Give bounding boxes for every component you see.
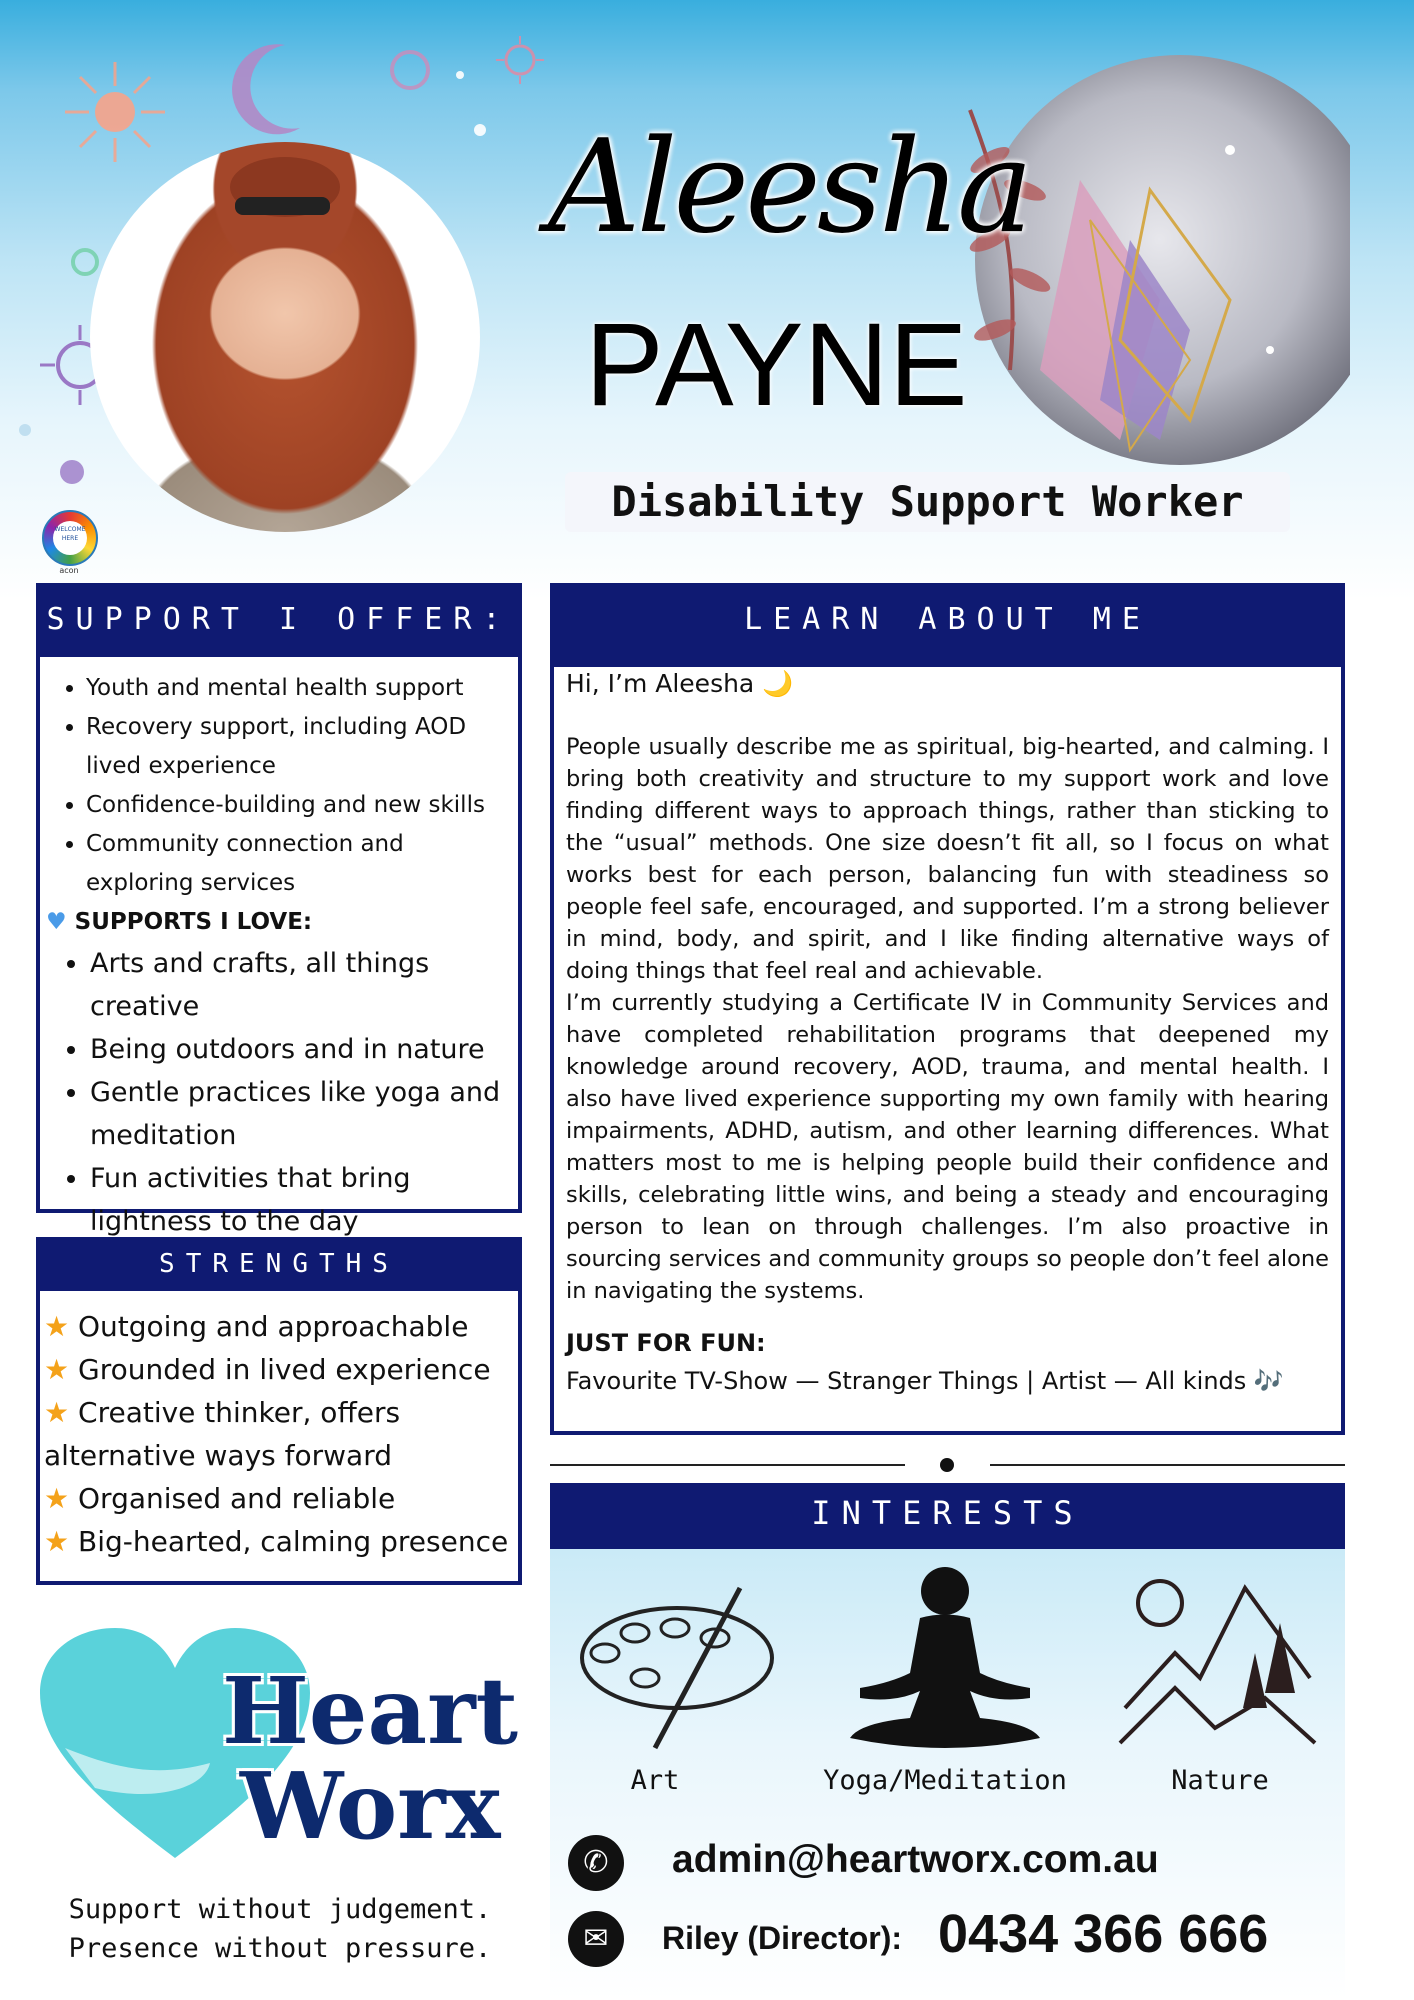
- star-icon: ★: [44, 1396, 70, 1429]
- sun-face-icon: [392, 36, 544, 88]
- strength-item: [44, 1477, 518, 1520]
- phone-icon: ✆: [568, 1835, 624, 1891]
- palette-icon: [565, 1578, 785, 1758]
- support-offer-list: [40, 669, 518, 903]
- strength-text: Outgoing and approachable: [78, 1310, 469, 1343]
- interests-heading: INTERESTS: [550, 1483, 1345, 1549]
- list-item: • Gentle practices like yoga and meditation: [90, 1071, 518, 1157]
- tagline-line-1: Support without judgement.: [68, 1894, 492, 1925]
- mountains-icon: [1115, 1568, 1320, 1758]
- contact-email[interactable]: admin@heartworx.com.au: [672, 1838, 1159, 1881]
- divider-line: [990, 1464, 1345, 1466]
- strength-text: Creative thinker, offers alternative ways forward: [44, 1396, 401, 1472]
- strengths-card: [36, 1237, 522, 1585]
- contact-phone-label: Riley (Director):: [662, 1920, 903, 1956]
- about-card: [550, 583, 1345, 1435]
- last-name: PAYNE: [585, 299, 968, 431]
- about-paragraph-1: People usually describe me as spiritual, big-hearted, and calming. I bring both creativity and structure to my support work and love finding different ways to approach things, rather than sticking to the “usual” methods. One size doesn’t fit all, so I focus on what works best for each person, balancing fun with steadiness so people feel safe, encouraged, and supported. I’m a strong believer in mind, body, and spirit, and I like finding alternative ways of doing things that feel real and achievable.: [566, 734, 1329, 984]
- strength-item: [44, 1348, 518, 1391]
- about-heading: LEARN ABOUT ME: [550, 583, 1345, 667]
- meditation-icon: [830, 1563, 1060, 1753]
- strength-text: Organised and reliable: [78, 1482, 396, 1515]
- star-icon: ★: [44, 1310, 70, 1343]
- supports-love-list: [40, 942, 518, 1243]
- crescent-moon-icon: [232, 44, 300, 134]
- list-item: • Being outdoors and in nature: [90, 1028, 518, 1071]
- star-icon: ★: [44, 1353, 70, 1386]
- supports-love-heading: [40, 903, 518, 942]
- interest-label-nature: Nature: [1171, 1765, 1269, 1796]
- strengths-heading: STRENGTHS: [36, 1237, 522, 1291]
- support-offer-heading: SUPPORT I OFFER:: [36, 583, 522, 657]
- divider-line: [550, 1464, 905, 1466]
- strength-item: [44, 1391, 518, 1477]
- divider-dot: [940, 1458, 954, 1472]
- badge-caption: acon: [59, 566, 79, 575]
- sun-icon: [65, 62, 165, 162]
- section-divider: [550, 1457, 1345, 1473]
- list-item: • Community connection and exploring services: [86, 825, 518, 903]
- strengths-list: [40, 1291, 518, 1563]
- profile-photo: [90, 142, 480, 532]
- support-offer-body: [40, 657, 518, 1243]
- about-body: [554, 667, 1341, 1403]
- badge-text: WELCOME HERE: [53, 521, 87, 555]
- list-item: • Fun activities that bring lightness to the day: [90, 1157, 518, 1243]
- list-item: • Recovery support, including AOD lived experience: [86, 708, 518, 786]
- scrunchie: [235, 197, 330, 215]
- list-item: • Youth and mental health support: [86, 669, 518, 708]
- tagline-line-2: Presence without pressure.: [68, 1933, 492, 1964]
- star-icon: ★: [44, 1482, 70, 1515]
- star-icon: ★: [44, 1525, 70, 1558]
- support-offer-card: [36, 583, 522, 1237]
- blue-heart-icon: ♥: [46, 909, 67, 935]
- fun-text: Favourite TV-Show — Stranger Things | Artist — All kinds 🎶: [566, 1367, 1284, 1395]
- strength-text: Grounded in lived experience: [78, 1353, 491, 1386]
- about-paragraph-2: I’m currently studying a Certificate IV in Community Services and have completed rehabilitation programs that deepened my knowledge around recovery, AOD, trauma, and mental health. I also have lived experience supporting my own family with hearing impairments, ADHD, autism, and other learning differences. What matters most to me is helping people build their confidence and skills, celebrating little wins, and being a steady and encouraging person to lean on through challenges. I’m also proactive in sourcing services and community groups so people don’t feel alone in navigating the systems.: [566, 990, 1329, 1304]
- brand-line-2: Worx: [240, 1752, 501, 1860]
- mail-icon: ✉: [568, 1911, 624, 1967]
- first-name: Aleesha: [548, 113, 1030, 262]
- brand-line-1: Heart: [222, 1657, 519, 1765]
- interests-section: [550, 1483, 1345, 2000]
- fun-heading: JUST FOR FUN:: [566, 1329, 766, 1357]
- supports-love-label: SUPPORTS I LOVE:: [74, 909, 313, 935]
- strength-item: [44, 1305, 518, 1348]
- role-title: Disability Support Worker: [565, 472, 1290, 532]
- contact-phone[interactable]: 0434 366 666: [938, 1904, 1269, 1964]
- about-greeting: Hi, I’m Aleesha 🌙: [566, 669, 794, 698]
- interest-label-art: Art: [630, 1765, 680, 1796]
- brand-tagline: [40, 1890, 520, 1968]
- interest-label-yoga: Yoga/Meditation: [823, 1765, 1067, 1796]
- welcome-here-badge: [42, 510, 96, 582]
- strength-item: [44, 1520, 518, 1563]
- list-item: • Confidence-building and new skills: [86, 786, 518, 825]
- list-item: • Arts and crafts, all things creative: [90, 942, 518, 1028]
- strength-text: Big-hearted, calming presence: [78, 1525, 509, 1558]
